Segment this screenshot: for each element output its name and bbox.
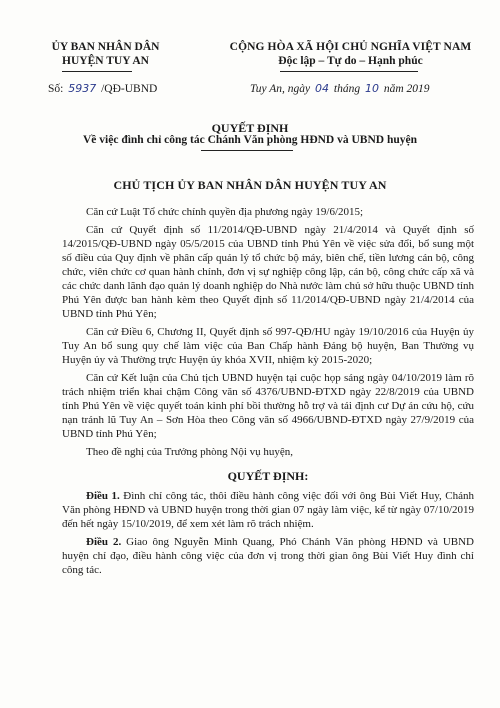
article-2-label: Điều 2.	[86, 536, 122, 548]
article-1-label: Điều 1.	[86, 490, 120, 502]
header-right-divider	[280, 71, 418, 72]
doc-no-handwritten: 5937	[68, 82, 97, 95]
doc-no-suffix: /QĐ-UBND	[101, 83, 158, 95]
article-2	[62, 535, 474, 577]
date-prefix: Tuy An, ngày	[250, 83, 311, 95]
document-number	[48, 82, 157, 95]
document-title: QUYẾT ĐỊNH	[211, 121, 289, 135]
article-1	[62, 489, 474, 531]
org-line-2: HUYỆN TUY AN	[62, 55, 149, 67]
legal-basis-2: Căn cứ Quyết định số 11/2014/QĐ-UBND ngày 21/4/2014 và Quyết định số 14/2015/QĐ-UBND ngày 05/5/2015 của UBND tỉnh Phú Yên về việc sửa đổi, bổ sung một số điều của Quy định về phân cấp quản lý tổ chức bộ máy, biên chế, tiền lương cán bộ, công chức, viên chức cơ quan hành chính, đơn vị sự nghiệp công lập, cán bộ, công chức cấp xã và các chức danh lãnh đạo quản lý doanh nghiệp do Nhà nước làm chủ sở hữu thuộc UBND tỉnh Phú Yên được ban hành kèm theo Quyết định số 11/2014/QĐ-UBND ngày 21/4/2014 của UBND tỉnh Phú Yên;	[62, 224, 474, 320]
authority-heading: CHỦ TỊCH ỦY BAN NHÂN DÂN HUYỆN TUY AN	[113, 178, 387, 192]
national-header	[208, 40, 493, 68]
legal-basis-4: Căn cứ Kết luận của Chủ tịch UBND huyện tại cuộc họp sáng ngày 04/10/2019 làm rõ trách nhiệm triển khai chậm Công văn số 4376/UBND-ĐTXD ngày 22/8/2019 của UBND tỉnh Phú Yên về việc quyết toán kinh phí bồi thường hỗ trợ và tái định cư Dự án cứu hộ, cứu nạn tránh lũ Tuy An – Sơn Hòa theo Công văn số 4966/UBND-ĐTXD ngày 27/9/2019 của UBND tỉnh Phú Yên;	[62, 372, 474, 440]
article-1-text: Đình chỉ công tác, thôi điều hành công việc đối với ông Bùi Viết Huy, Chánh Văn phòng HĐND và UBND huyện trong thời gian 07 ngày làm việc, kể từ ngày 07/10/2019 đến hết ngày 15/10/2019, để xem xét làm rõ trách nhiệm.	[62, 490, 475, 530]
title-divider	[201, 150, 293, 151]
date-day-handwritten: 04	[315, 82, 330, 95]
national-motto: Độc lập – Tự do – Hạnh phúc	[278, 55, 423, 67]
legal-basis-1: Căn cứ Luật Tổ chức chính quyền địa phương ngày 19/6/2015;	[86, 206, 364, 218]
date-suffix: năm 2019	[383, 83, 430, 95]
proposal-basis: Theo đề nghị của Trưởng phòng Nội vụ huyện,	[86, 446, 294, 458]
org-line-1: ỦY BAN NHÂN DÂN	[51, 41, 160, 53]
header-left-divider	[62, 71, 132, 72]
date-month-handwritten: 10	[365, 82, 379, 95]
article-2-text: Giao ông Nguyễn Minh Quang, Phó Chánh Văn phòng HĐND và UBND huyện chỉ đạo, điều hành công việc của đơn vị trong thời gian ông Bùi Viết Huy đình chỉ công tác.	[62, 536, 474, 576]
doc-no-prefix: Số:	[48, 83, 64, 95]
document-body	[62, 205, 474, 581]
legal-basis-3: Căn cứ Điều 6, Chương II, Quyết định số 997-QĐ/HU ngày 19/10/2016 của Huyện ủy Tuy An bổ sung quy chế làm việc của Ban Chấp hành Đảng bộ huyện, Ban Thường vụ Huyện ủy và Thường trực Huyện ủy khóa XVII, nhiệm kỳ 2015-2020;	[62, 326, 474, 366]
document-subtitle: Về việc đình chỉ công tác Chánh Văn phòng HĐND và UBND huyện	[83, 134, 417, 146]
date-mid: tháng	[333, 83, 361, 95]
issuing-authority	[18, 40, 193, 68]
country-name: CỘNG HÒA XÃ HỘI CHỦ NGHĨA VIỆT NAM	[229, 41, 472, 53]
decision-heading: QUYẾT ĐỊNH:	[227, 469, 309, 483]
issue-date	[250, 82, 430, 95]
